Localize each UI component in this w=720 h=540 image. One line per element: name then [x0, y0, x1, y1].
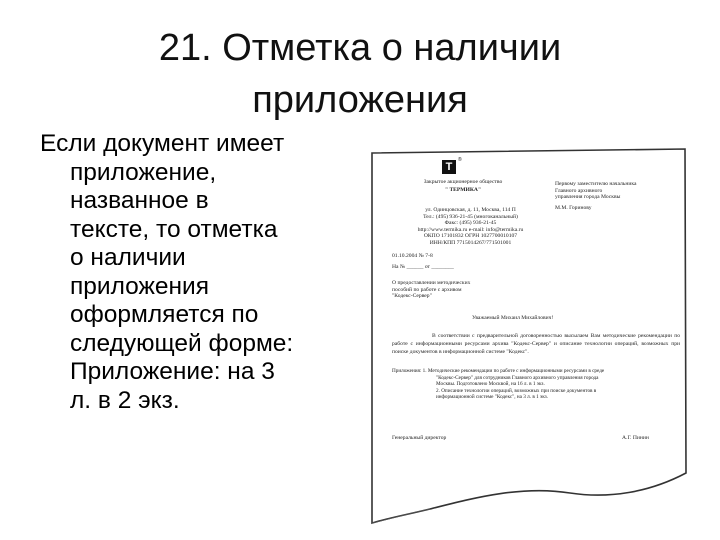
addressee-block: [555, 181, 636, 211]
slide-body-text: [40, 130, 370, 415]
addressee-line: управления города Москвы: [555, 194, 621, 200]
body-line: оформляется по: [70, 301, 259, 328]
body-line: приложения: [70, 272, 209, 300]
registered-mark: ®: [458, 157, 462, 163]
slide-title-line-1: 21. Отметка о наличии: [158, 27, 562, 69]
signature-title: Генеральный директор: [392, 435, 447, 441]
slide-title: [60, 22, 660, 126]
body-line: л. в 2 экз.: [70, 386, 180, 414]
org-name-line-2: " ТЕРМИКА": [444, 187, 482, 193]
document-reference: На № ______ от ________: [392, 264, 454, 270]
address-line: Факс: (495) 936-21-45: [444, 220, 497, 226]
sample-document-image: [350, 147, 695, 527]
body-line: следующей форме:: [70, 329, 294, 357]
attachment-line: Москвы. Подготовлено Москвой, на 16 л. в 1 экз.: [436, 381, 545, 387]
attachment-line: "Кодекс-Сервер" для сотрудников Главного архивного управления города: [436, 374, 599, 381]
address-line: Тел.: (495) 936-21-45 (многоканальный): [423, 213, 518, 220]
attachments-block: [392, 368, 604, 401]
attachment-line: информационной системе "Кодекс", на 3 л. в 1 экз.: [436, 394, 548, 400]
document-date-number: 01.10.2004 № 7-8: [392, 253, 433, 259]
addressee-line: Главного архивного: [555, 187, 603, 194]
addressee-line: Первому заместителю начальника: [555, 181, 637, 187]
letter-paragraph: В соответствии с предварительной договоренностью высылаем Вам методические рекомендации по работе с информационными ресурсами архива "Кодекс-Сервер" и описание технологии операций, возможных при поиске документов в информационной системе "Кодекс".: [392, 333, 680, 355]
company-logo-icon: Т: [442, 160, 456, 174]
addressee-line: М.М. Горинову: [555, 204, 592, 211]
address-line: ОКПО 17101832 ОГРН 1027700010107: [423, 233, 518, 239]
attachment-line: 2. Описание технологии операций, возможных при поиске документов в: [436, 387, 597, 394]
org-address-block: [408, 207, 533, 246]
address-line: http://www.termika.ru e-mail: info@termika.ru: [417, 226, 524, 233]
address-line: ИНН/КПП 7715014267/771501001: [429, 239, 512, 246]
subject-line: О предоставлении методических: [392, 280, 471, 286]
signature-name: А.Г. Пинин: [622, 435, 649, 441]
org-name-line-1: Закрытое акционерное общество: [423, 179, 503, 185]
slide-title-line-2: приложения: [252, 79, 468, 121]
subject-line: пособий по работе с архивом: [392, 286, 462, 293]
subject-block: [392, 280, 470, 300]
attachment-line: Приложения: 1. Методические рекомендации по работе с информационными ресурсами в среде: [392, 368, 605, 374]
body-line: Приложение: на 3: [70, 358, 275, 385]
body-line: Если документ имеет: [40, 130, 285, 157]
subject-line: "Кодекс-Сервер": [392, 293, 432, 299]
body-line: о наличии: [70, 244, 186, 271]
body-line: приложение,: [70, 158, 217, 186]
address-line: ул. Одинцовская, д. 11, Москва, 114 П: [425, 207, 516, 213]
salutation: Уважаемый Михаил Михайлович!: [472, 315, 554, 321]
body-line: названное в: [70, 187, 209, 214]
body-line: тексте, то отметка: [70, 215, 278, 243]
